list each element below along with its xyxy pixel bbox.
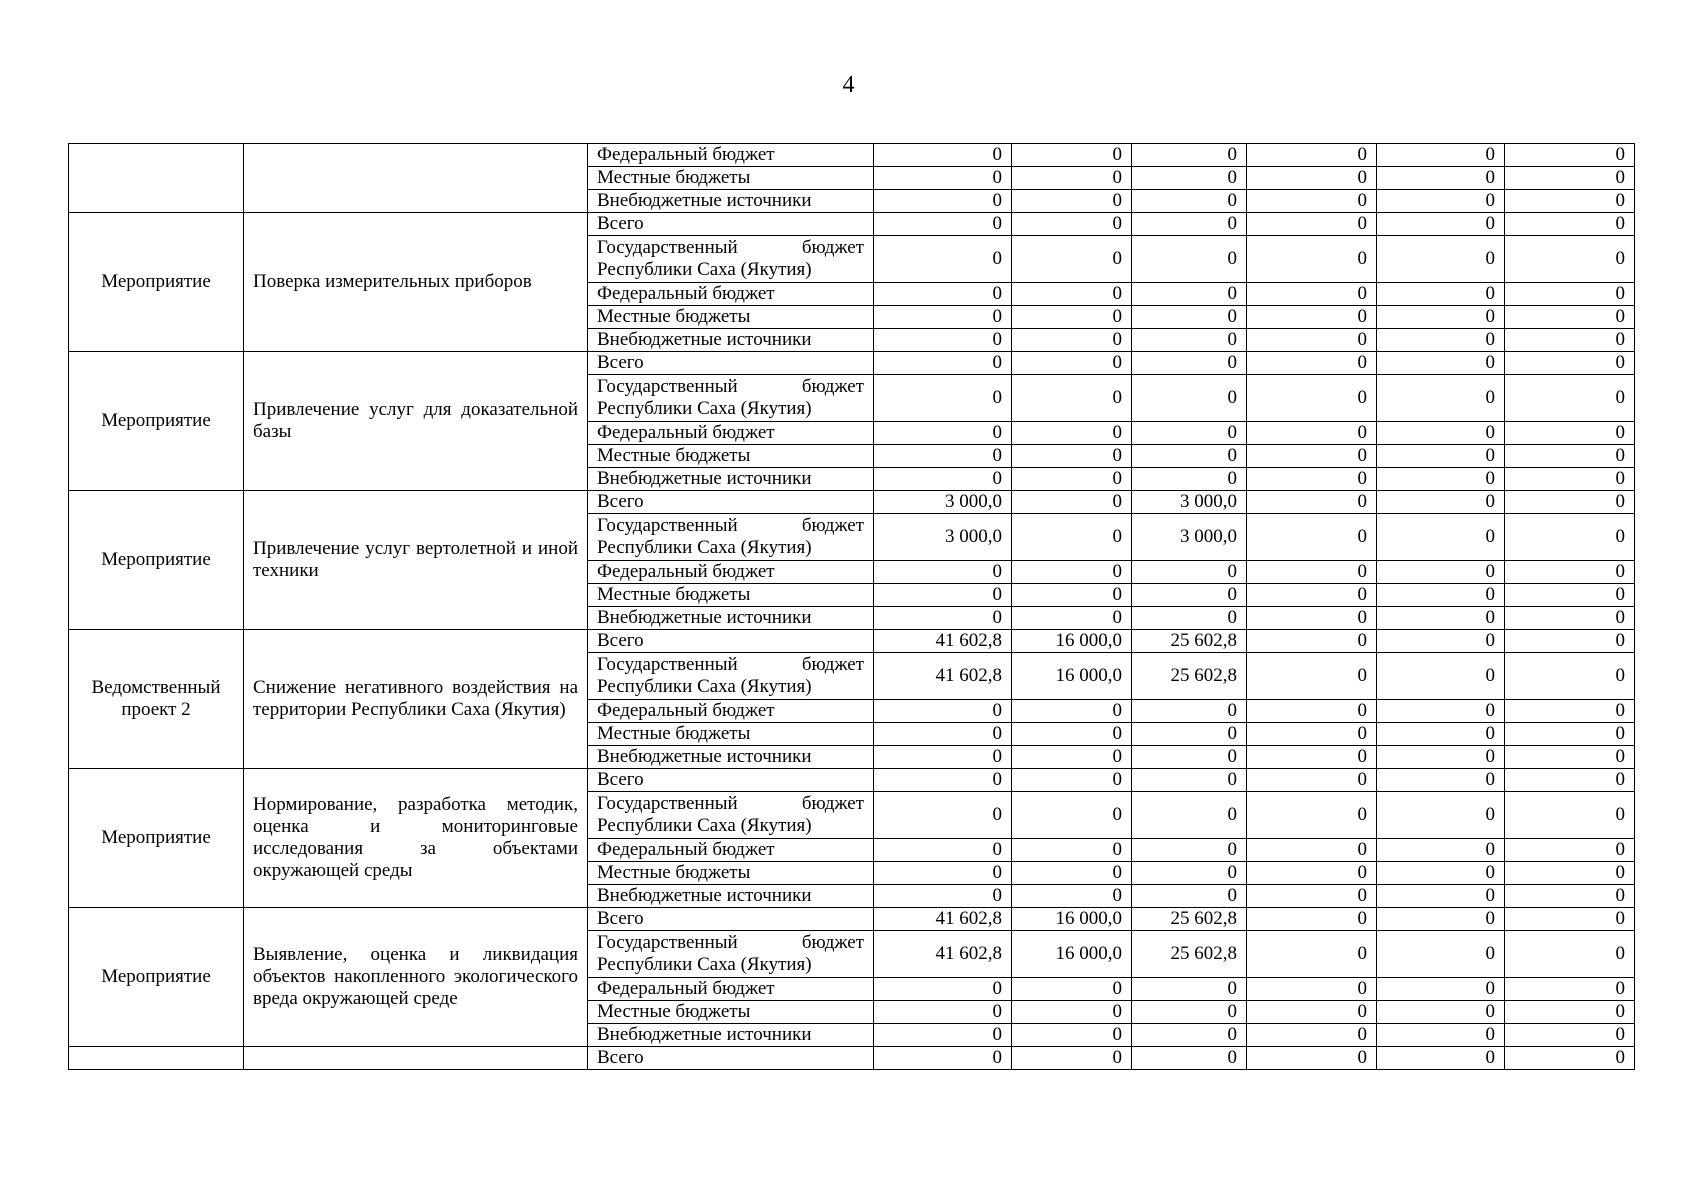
funding-source-line-2: Республики Саха (Якутия) [597,676,812,697]
value-cell: 0 [1247,978,1377,1001]
funding-source-line-2: Республики Саха (Якутия) [597,398,812,419]
value-cell: 0 [1505,885,1635,908]
funding-source-cell [588,375,874,422]
funding-source-line-2: Республики Саха (Якутия) [597,537,812,558]
value-cell: 0 [1377,491,1505,514]
value-cell: 0 [1247,561,1377,584]
table-row [69,491,1635,514]
value-cell: 25 602,8 [1132,630,1247,653]
value-cell: 0 [1012,746,1132,769]
value-cell: 0 [1132,236,1247,283]
value-cell: 0 [874,167,1012,190]
funding-source-line-2: Республики Саха (Якутия) [597,954,812,975]
value-cell: 41 602,8 [874,630,1012,653]
funding-source-cell: Федеральный бюджет [588,978,874,1001]
value-cell: 0 [1012,862,1132,885]
item-type-cell: Ведомственный проект 2 [69,630,244,769]
value-cell: 0 [874,607,1012,630]
item-type-cell: Мероприятие [69,908,244,1047]
value-cell: 0 [1377,723,1505,746]
value-cell: 0 [874,329,1012,352]
funding-source-cell: Всего [588,213,874,236]
value-cell: 0 [1377,885,1505,908]
value-cell: 0 [1247,491,1377,514]
value-cell: 0 [1377,144,1505,167]
value-cell: 0 [1505,607,1635,630]
value-cell: 0 [1247,375,1377,422]
value-cell: 41 602,8 [874,653,1012,700]
value-cell: 0 [1132,1047,1247,1070]
value-cell: 0 [874,213,1012,236]
funding-source-cell: Федеральный бюджет [588,283,874,306]
value-cell: 0 [1247,1047,1377,1070]
value-cell: 0 [874,306,1012,329]
funding-source-cell [588,792,874,839]
value-cell: 16 000,0 [1012,630,1132,653]
table-row [69,1047,1635,1070]
value-cell: 0 [1012,607,1132,630]
value-cell: 0 [1377,468,1505,491]
value-cell: 0 [1247,885,1377,908]
value-cell: 0 [1012,839,1132,862]
value-cell: 0 [1247,839,1377,862]
value-cell: 0 [1505,584,1635,607]
value-cell: 0 [1377,190,1505,213]
budget-table [68,143,1635,1070]
value-cell: 25 602,8 [1132,653,1247,700]
value-cell: 0 [1505,468,1635,491]
value-cell: 16 000,0 [1012,931,1132,978]
value-cell: 0 [1132,329,1247,352]
value-cell: 0 [1132,1024,1247,1047]
value-cell: 0 [874,700,1012,723]
item-name-cell [244,144,588,213]
value-cell: 0 [1012,978,1132,1001]
value-cell: 0 [1132,746,1247,769]
value-cell: 0 [1012,190,1132,213]
funding-source-cell: Всего [588,1047,874,1070]
value-cell: 0 [1247,1001,1377,1024]
value-cell: 0 [1132,167,1247,190]
value-cell: 0 [874,422,1012,445]
value-cell: 0 [1132,422,1247,445]
value-cell: 0 [1505,908,1635,931]
funding-source-cell: Внебюджетные источники [588,190,874,213]
value-cell: 0 [874,236,1012,283]
value-cell: 0 [1247,653,1377,700]
value-cell: 0 [1132,607,1247,630]
value-cell: 0 [1247,1024,1377,1047]
value-cell: 0 [874,144,1012,167]
value-cell: 0 [1247,630,1377,653]
table-row [69,908,1635,931]
value-cell: 0 [1505,236,1635,283]
value-cell: 3 000,0 [874,514,1012,561]
value-cell: 0 [1012,491,1132,514]
funding-source-cell: Внебюджетные источники [588,1024,874,1047]
value-cell: 0 [874,769,1012,792]
value-cell: 0 [1377,653,1505,700]
item-name-cell [244,1047,588,1070]
value-cell: 0 [1132,769,1247,792]
value-cell: 0 [1012,792,1132,839]
value-cell: 0 [1377,445,1505,468]
value-cell: 0 [1012,514,1132,561]
value-cell: 0 [1505,1001,1635,1024]
value-cell: 0 [1012,769,1132,792]
funding-source-cell [588,514,874,561]
funding-source-cell: Федеральный бюджет [588,422,874,445]
funding-source-cell: Всего [588,630,874,653]
value-cell: 41 602,8 [874,931,1012,978]
value-cell: 0 [1505,561,1635,584]
value-cell: 0 [1012,306,1132,329]
funding-source-cell [588,931,874,978]
value-cell: 0 [1012,144,1132,167]
value-cell: 0 [1247,862,1377,885]
value-cell: 0 [1377,584,1505,607]
value-cell: 0 [1132,723,1247,746]
value-cell: 3 000,0 [874,491,1012,514]
funding-source-cell [588,236,874,283]
funding-source-cell: Федеральный бюджет [588,561,874,584]
funding-source-cell: Местные бюджеты [588,167,874,190]
value-cell: 0 [874,839,1012,862]
value-cell: 0 [1377,908,1505,931]
value-cell: 0 [1377,213,1505,236]
value-cell: 0 [1247,792,1377,839]
value-cell: 0 [1132,978,1247,1001]
value-cell: 25 602,8 [1132,931,1247,978]
value-cell: 0 [874,885,1012,908]
value-cell: 16 000,0 [1012,653,1132,700]
value-cell: 0 [1505,445,1635,468]
value-cell: 0 [1377,422,1505,445]
value-cell: 0 [1505,213,1635,236]
value-cell: 0 [1132,213,1247,236]
value-cell: 0 [1377,375,1505,422]
item-type-cell: Мероприятие [69,352,244,491]
value-cell: 0 [1247,584,1377,607]
funding-source-cell: Внебюджетные источники [588,468,874,491]
value-cell: 0 [1247,144,1377,167]
funding-source-cell: Всего [588,491,874,514]
value-cell: 3 000,0 [1132,491,1247,514]
funding-source-line-1: Государственный бюджет [597,515,864,536]
value-cell: 0 [1012,1047,1132,1070]
value-cell: 0 [1247,908,1377,931]
item-type-cell [69,1047,244,1070]
value-cell: 0 [1247,236,1377,283]
value-cell: 0 [1132,1001,1247,1024]
value-cell: 0 [1377,839,1505,862]
value-cell: 0 [1505,352,1635,375]
value-cell: 0 [1132,352,1247,375]
value-cell: 0 [1505,792,1635,839]
value-cell: 0 [1377,236,1505,283]
value-cell: 0 [1012,700,1132,723]
value-cell: 0 [1377,514,1505,561]
value-cell: 0 [1505,167,1635,190]
value-cell: 0 [1132,700,1247,723]
value-cell: 0 [874,375,1012,422]
value-cell: 0 [874,584,1012,607]
value-cell: 0 [1012,352,1132,375]
value-cell: 0 [1132,792,1247,839]
value-cell: 0 [1505,931,1635,978]
value-cell: 0 [874,792,1012,839]
value-cell: 0 [1505,375,1635,422]
funding-source-line-2: Республики Саха (Якутия) [597,815,812,836]
value-cell: 0 [1505,723,1635,746]
value-cell: 0 [1377,561,1505,584]
value-cell: 0 [1247,306,1377,329]
value-cell: 0 [874,190,1012,213]
funding-source-cell [588,653,874,700]
funding-source-line-1: Государственный бюджет [597,654,864,675]
value-cell: 0 [1247,167,1377,190]
item-type-cell: Мероприятие [69,213,244,352]
value-cell: 0 [1505,329,1635,352]
value-cell: 0 [1505,978,1635,1001]
item-name-cell: Нормирование, разработка методик, оценка и мониторинговые исследования за объектами окружающей среды [244,769,588,908]
value-cell: 0 [1247,329,1377,352]
value-cell: 0 [1377,931,1505,978]
funding-source-cell: Местные бюджеты [588,1001,874,1024]
value-cell: 0 [1505,190,1635,213]
value-cell: 0 [1505,839,1635,862]
value-cell: 0 [874,746,1012,769]
value-cell: 0 [874,561,1012,584]
funding-source-line-1: Государственный бюджет [597,376,864,397]
value-cell: 0 [1247,723,1377,746]
funding-source-cell: Всего [588,908,874,931]
value-cell: 0 [874,978,1012,1001]
value-cell: 0 [1012,213,1132,236]
value-cell: 0 [1377,1024,1505,1047]
value-cell: 0 [1247,190,1377,213]
value-cell: 0 [1505,862,1635,885]
value-cell: 0 [1132,885,1247,908]
value-cell: 16 000,0 [1012,908,1132,931]
value-cell: 0 [874,468,1012,491]
value-cell: 0 [1247,445,1377,468]
value-cell: 0 [1132,584,1247,607]
value-cell: 0 [1505,653,1635,700]
funding-source-cell: Внебюджетные источники [588,746,874,769]
value-cell: 0 [1012,445,1132,468]
value-cell: 0 [1012,885,1132,908]
funding-source-line-2: Республики Саха (Якутия) [597,259,812,280]
value-cell: 0 [1247,607,1377,630]
value-cell: 0 [1505,491,1635,514]
value-cell: 0 [874,1024,1012,1047]
page-number: 4 [842,72,855,98]
value-cell: 0 [1505,746,1635,769]
funding-source-cell: Всего [588,352,874,375]
value-cell: 0 [1132,445,1247,468]
value-cell: 0 [1247,283,1377,306]
value-cell: 0 [1377,352,1505,375]
value-cell: 0 [1505,144,1635,167]
value-cell: 0 [1247,931,1377,978]
value-cell: 0 [1247,468,1377,491]
value-cell: 0 [1012,584,1132,607]
value-cell: 0 [1132,561,1247,584]
value-cell: 0 [1012,723,1132,746]
value-cell: 0 [1132,144,1247,167]
funding-source-line-1: Государственный бюджет [597,237,864,258]
value-cell: 0 [1377,978,1505,1001]
item-type-cell: Мероприятие [69,769,244,908]
value-cell: 0 [1247,746,1377,769]
funding-source-line-1: Государственный бюджет [597,932,864,953]
value-cell: 0 [1012,236,1132,283]
value-cell: 0 [1505,514,1635,561]
value-cell: 0 [874,862,1012,885]
value-cell: 0 [1505,1047,1635,1070]
funding-source-cell: Федеральный бюджет [588,839,874,862]
value-cell: 0 [1012,422,1132,445]
value-cell: 0 [1505,630,1635,653]
value-cell: 0 [1377,1001,1505,1024]
value-cell: 0 [1377,630,1505,653]
value-cell: 0 [1132,468,1247,491]
value-cell: 0 [1012,1024,1132,1047]
funding-source-cell: Местные бюджеты [588,723,874,746]
value-cell: 0 [1012,1001,1132,1024]
value-cell: 41 602,8 [874,908,1012,931]
value-cell: 0 [1505,1024,1635,1047]
item-name-cell: Выявление, оценка и ликвидация объектов накопленного экологического вреда окружающей среде [244,908,588,1047]
value-cell: 0 [1012,375,1132,422]
item-name-cell: Снижение негативного воздействия на территории Республики Саха (Якутия) [244,630,588,769]
funding-source-cell: Местные бюджеты [588,862,874,885]
value-cell: 0 [1012,468,1132,491]
item-name-cell: Поверка измерительных приборов [244,213,588,352]
value-cell: 0 [1377,607,1505,630]
value-cell: 0 [1132,862,1247,885]
value-cell: 0 [1505,769,1635,792]
value-cell: 0 [874,352,1012,375]
value-cell: 0 [1377,700,1505,723]
value-cell: 0 [1505,422,1635,445]
value-cell: 0 [1377,167,1505,190]
table-row [69,213,1635,236]
value-cell: 0 [1377,769,1505,792]
item-type-cell [69,144,244,213]
value-cell: 0 [1012,167,1132,190]
value-cell: 0 [874,723,1012,746]
value-cell: 0 [1377,746,1505,769]
value-cell: 0 [1132,306,1247,329]
value-cell: 0 [874,1047,1012,1070]
value-cell: 0 [1132,190,1247,213]
funding-source-cell: Внебюджетные источники [588,329,874,352]
value-cell: 0 [1132,375,1247,422]
table-row [69,352,1635,375]
value-cell: 0 [1247,769,1377,792]
value-cell: 0 [1505,283,1635,306]
value-cell: 0 [1132,839,1247,862]
value-cell: 0 [874,1001,1012,1024]
funding-source-line-1: Государственный бюджет [597,793,864,814]
funding-source-cell: Внебюджетные источники [588,885,874,908]
table-row [69,630,1635,653]
value-cell: 0 [1247,700,1377,723]
value-cell: 0 [1132,283,1247,306]
value-cell: 0 [1012,283,1132,306]
value-cell: 25 602,8 [1132,908,1247,931]
item-type-cell: Мероприятие [69,491,244,630]
funding-source-cell: Федеральный бюджет [588,700,874,723]
value-cell: 0 [1377,329,1505,352]
value-cell: 0 [1247,422,1377,445]
value-cell: 0 [1012,561,1132,584]
funding-source-cell: Местные бюджеты [588,306,874,329]
funding-source-cell: Всего [588,769,874,792]
table-row [69,769,1635,792]
funding-source-cell: Местные бюджеты [588,584,874,607]
value-cell: 0 [1012,329,1132,352]
item-name-cell: Привлечение услуг для доказательной базы [244,352,588,491]
value-cell: 0 [1377,283,1505,306]
value-cell: 0 [1377,306,1505,329]
value-cell: 0 [1247,213,1377,236]
value-cell: 0 [1377,1047,1505,1070]
value-cell: 0 [1505,306,1635,329]
item-name-cell: Привлечение услуг вертолетной и иной техники [244,491,588,630]
funding-source-cell: Местные бюджеты [588,445,874,468]
table-row [69,144,1635,167]
funding-source-cell: Федеральный бюджет [588,144,874,167]
value-cell: 0 [1377,792,1505,839]
value-cell: 0 [1505,700,1635,723]
value-cell: 0 [1377,862,1505,885]
value-cell: 0 [874,283,1012,306]
funding-source-cell: Внебюджетные источники [588,607,874,630]
value-cell: 3 000,0 [1132,514,1247,561]
value-cell: 0 [1247,352,1377,375]
value-cell: 0 [1247,514,1377,561]
value-cell: 0 [874,445,1012,468]
